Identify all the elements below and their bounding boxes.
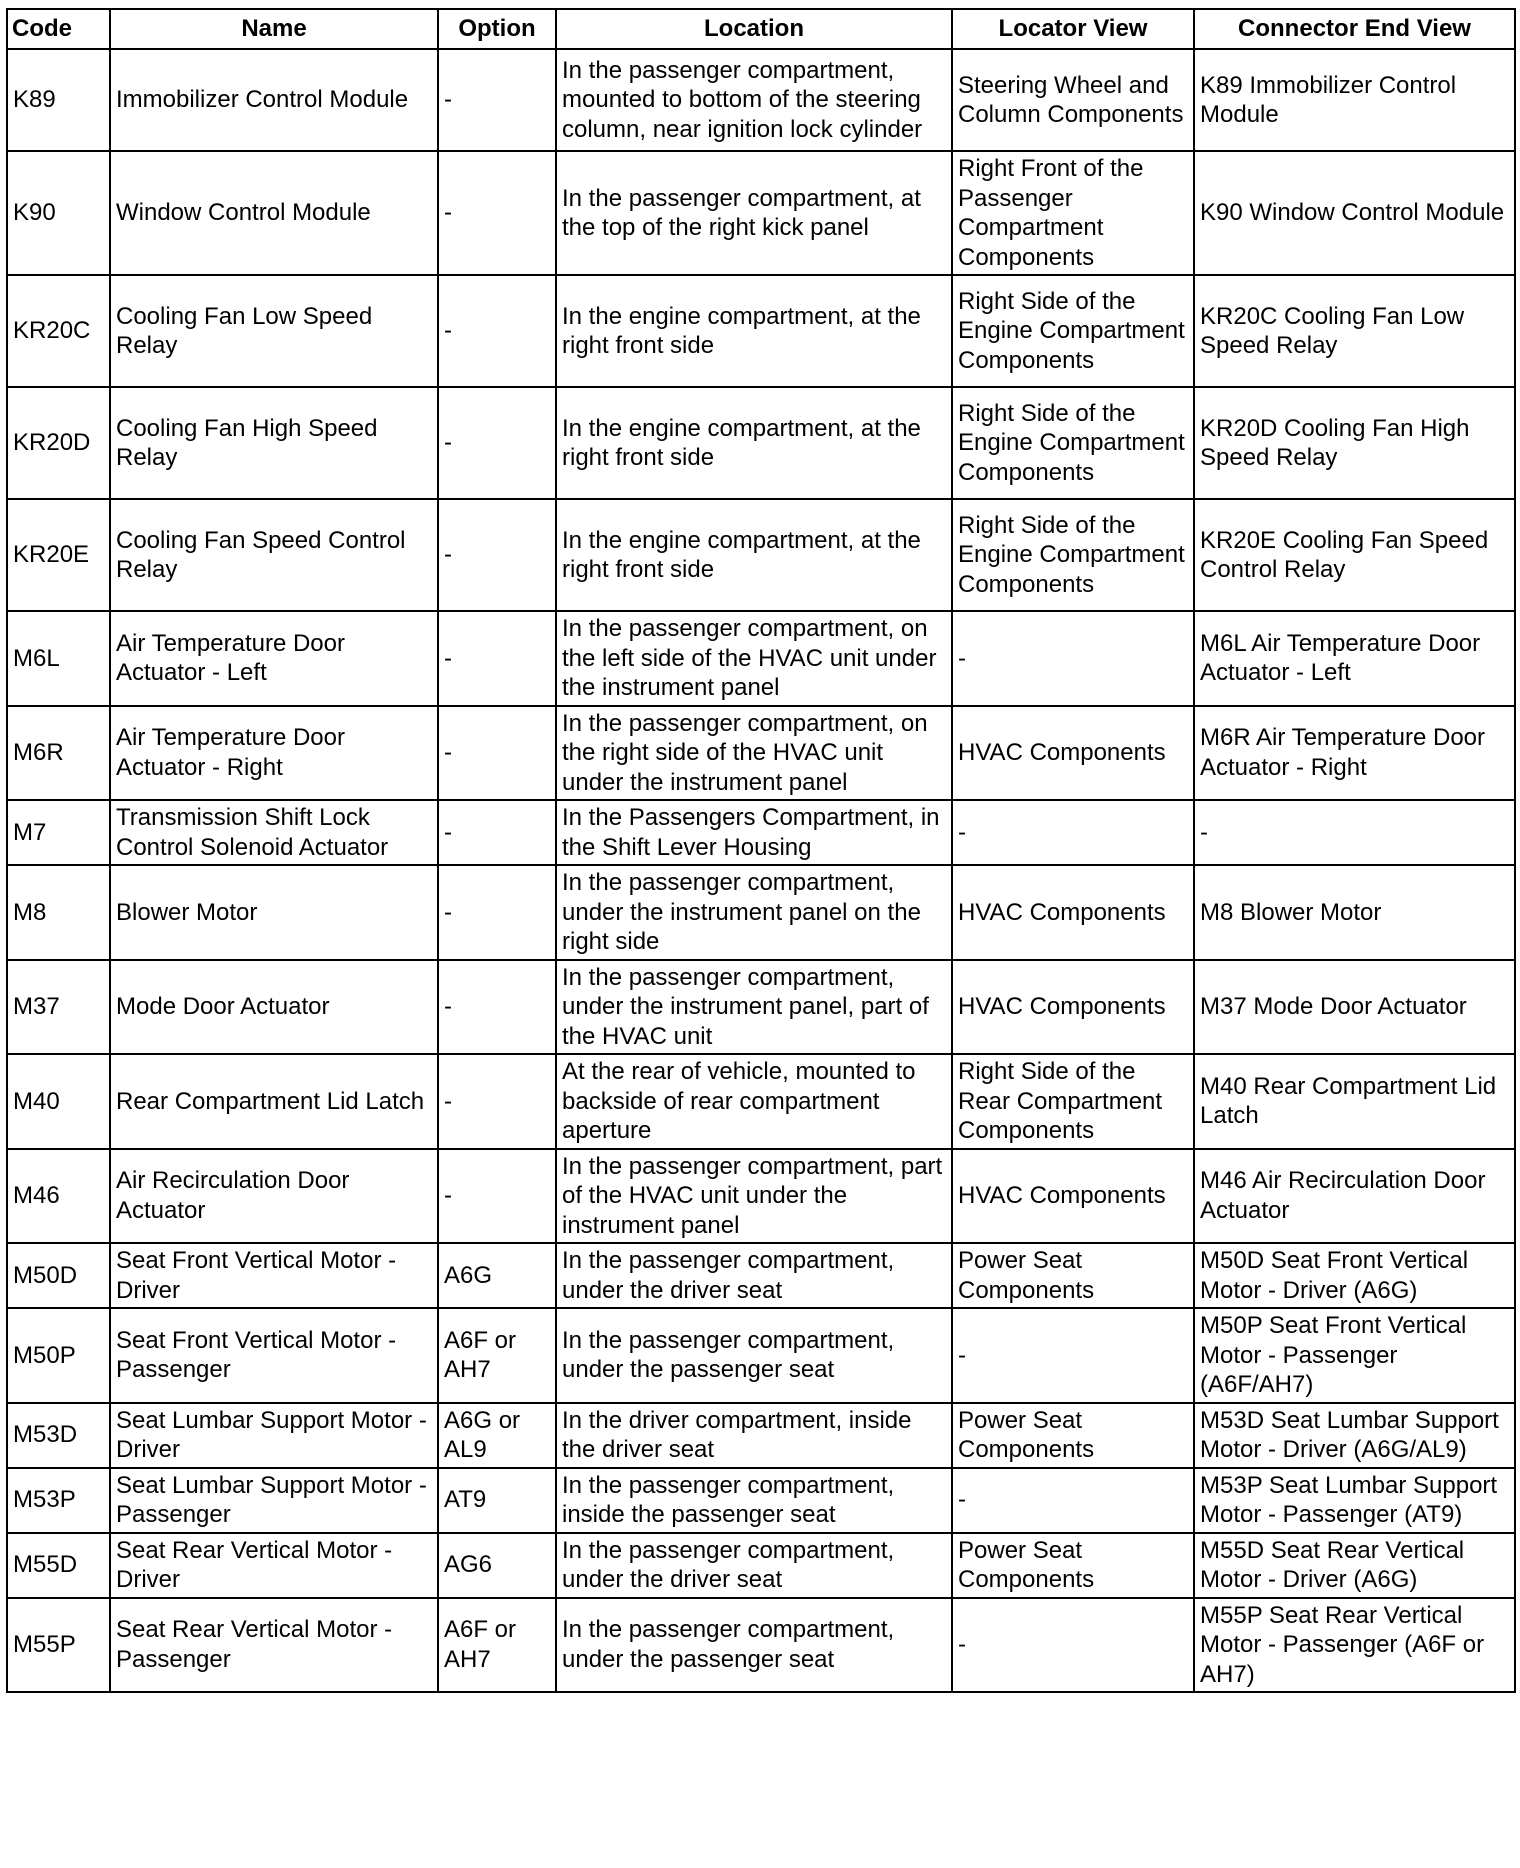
- cell-option: -: [438, 800, 556, 865]
- table-row: [7, 960, 1515, 1055]
- cell-code: M50D: [7, 1243, 110, 1308]
- cell-option: -: [438, 275, 556, 387]
- cell-connector-end-view: M50P Seat Front Vertical Motor - Passenger (A6F/AH7): [1194, 1308, 1515, 1403]
- table-row: [7, 865, 1515, 960]
- cell-name: Rear Compartment Lid Latch: [110, 1054, 438, 1149]
- cell-name: Seat Front Vertical Motor - Passenger: [110, 1308, 438, 1403]
- cell-connector-end-view: KR20C Cooling Fan Low Speed Relay: [1194, 275, 1515, 387]
- cell-name: Air Temperature Door Actuator - Right: [110, 706, 438, 801]
- cell-location: In the engine compartment, at the right front side: [556, 499, 952, 611]
- cell-locator-view: -: [952, 1468, 1194, 1533]
- cell-locator-view: Power Seat Components: [952, 1403, 1194, 1468]
- cell-option: -: [438, 1054, 556, 1149]
- cell-connector-end-view: M6L Air Temperature Door Actuator - Left: [1194, 611, 1515, 706]
- cell-option: AG6: [438, 1533, 556, 1598]
- cell-location: In the passenger compartment, on the left side of the HVAC unit under the instrument panel: [556, 611, 952, 706]
- cell-location: In the passenger compartment, under the driver seat: [556, 1533, 952, 1598]
- cell-connector-end-view: KR20D Cooling Fan High Speed Relay: [1194, 387, 1515, 499]
- cell-option: AT9: [438, 1468, 556, 1533]
- column-header-option: Option: [438, 9, 556, 49]
- column-header-location: Location: [556, 9, 952, 49]
- cell-connector-end-view: M50D Seat Front Vertical Motor - Driver (A6G): [1194, 1243, 1515, 1308]
- cell-locator-view: HVAC Components: [952, 960, 1194, 1055]
- cell-code: M55P: [7, 1598, 110, 1693]
- cell-location: In the passenger compartment, mounted to bottom of the steering column, near ignition lock cylinder: [556, 49, 952, 151]
- cell-location: In the passenger compartment, under the passenger seat: [556, 1308, 952, 1403]
- column-header-connector-end-view: Connector End View: [1194, 9, 1515, 49]
- cell-locator-view: Right Side of the Rear Compartment Components: [952, 1054, 1194, 1149]
- cell-name: Seat Rear Vertical Motor - Driver: [110, 1533, 438, 1598]
- cell-name: Cooling Fan Speed Control Relay: [110, 499, 438, 611]
- cell-locator-view: Right Side of the Engine Compartment Components: [952, 275, 1194, 387]
- cell-option: A6F or AH7: [438, 1598, 556, 1693]
- cell-locator-view: -: [952, 611, 1194, 706]
- cell-code: M46: [7, 1149, 110, 1244]
- cell-code: K89: [7, 49, 110, 151]
- cell-connector-end-view: M55D Seat Rear Vertical Motor - Driver (A6G): [1194, 1533, 1515, 1598]
- cell-option: -: [438, 865, 556, 960]
- cell-location: In the passenger compartment, under the instrument panel, part of the HVAC unit: [556, 960, 952, 1055]
- cell-location: In the engine compartment, at the right front side: [556, 387, 952, 499]
- cell-location: In the passenger compartment, at the top of the right kick panel: [556, 151, 952, 275]
- cell-connector-end-view: K89 Immobilizer Control Module: [1194, 49, 1515, 151]
- table-row: [7, 1243, 1515, 1308]
- cell-connector-end-view: M53P Seat Lumbar Support Motor - Passenger (AT9): [1194, 1468, 1515, 1533]
- header-row: [7, 9, 1515, 49]
- cell-code: M6L: [7, 611, 110, 706]
- cell-locator-view: Power Seat Components: [952, 1243, 1194, 1308]
- cell-location: In the passenger compartment, under the passenger seat: [556, 1598, 952, 1693]
- table-row: [7, 499, 1515, 611]
- cell-locator-view: -: [952, 800, 1194, 865]
- cell-code: M55D: [7, 1533, 110, 1598]
- column-header-name: Name: [110, 9, 438, 49]
- cell-option: -: [438, 499, 556, 611]
- cell-locator-view: HVAC Components: [952, 1149, 1194, 1244]
- cell-option: -: [438, 387, 556, 499]
- cell-code: M53D: [7, 1403, 110, 1468]
- cell-location: In the passenger compartment, under the instrument panel on the right side: [556, 865, 952, 960]
- cell-code: M6R: [7, 706, 110, 801]
- cell-locator-view: -: [952, 1598, 1194, 1693]
- cell-code: M50P: [7, 1308, 110, 1403]
- cell-location: In the passenger compartment, on the right side of the HVAC unit under the instrument panel: [556, 706, 952, 801]
- table-row: [7, 1149, 1515, 1244]
- cell-location: In the passenger compartment, under the driver seat: [556, 1243, 952, 1308]
- cell-code: M7: [7, 800, 110, 865]
- cell-location: In the Passengers Compartment, in the Shift Lever Housing: [556, 800, 952, 865]
- cell-name: Seat Lumbar Support Motor - Passenger: [110, 1468, 438, 1533]
- cell-name: Air Recirculation Door Actuator: [110, 1149, 438, 1244]
- table-row: [7, 706, 1515, 801]
- cell-location: In the passenger compartment, inside the passenger seat: [556, 1468, 952, 1533]
- cell-connector-end-view: M46 Air Recirculation Door Actuator: [1194, 1149, 1515, 1244]
- table-row: [7, 387, 1515, 499]
- cell-name: Mode Door Actuator: [110, 960, 438, 1055]
- column-header-locator-view: Locator View: [952, 9, 1194, 49]
- cell-code: M40: [7, 1054, 110, 1149]
- cell-code: KR20D: [7, 387, 110, 499]
- cell-location: In the driver compartment, inside the driver seat: [556, 1403, 952, 1468]
- cell-name: Transmission Shift Lock Control Solenoid Actuator: [110, 800, 438, 865]
- cell-option: A6F or AH7: [438, 1308, 556, 1403]
- cell-locator-view: Power Seat Components: [952, 1533, 1194, 1598]
- cell-name: Air Temperature Door Actuator - Left: [110, 611, 438, 706]
- cell-location: In the passenger compartment, part of the HVAC unit under the instrument panel: [556, 1149, 952, 1244]
- cell-connector-end-view: KR20E Cooling Fan Speed Control Relay: [1194, 499, 1515, 611]
- cell-connector-end-view: M40 Rear Compartment Lid Latch: [1194, 1054, 1515, 1149]
- table-row: [7, 49, 1515, 151]
- cell-location: In the engine compartment, at the right front side: [556, 275, 952, 387]
- cell-location: At the rear of vehicle, mounted to backside of rear compartment aperture: [556, 1054, 952, 1149]
- table-body: [7, 49, 1515, 1692]
- cell-code: KR20C: [7, 275, 110, 387]
- table-row: [7, 800, 1515, 865]
- cell-locator-view: HVAC Components: [952, 706, 1194, 801]
- table-row: [7, 611, 1515, 706]
- table-row: [7, 1054, 1515, 1149]
- cell-name: Blower Motor: [110, 865, 438, 960]
- cell-locator-view: Right Side of the Engine Compartment Components: [952, 499, 1194, 611]
- cell-connector-end-view: -: [1194, 800, 1515, 865]
- cell-code: KR20E: [7, 499, 110, 611]
- cell-name: Window Control Module: [110, 151, 438, 275]
- cell-option: -: [438, 960, 556, 1055]
- cell-name: Seat Front Vertical Motor - Driver: [110, 1243, 438, 1308]
- cell-option: -: [438, 706, 556, 801]
- table-row: [7, 1598, 1515, 1693]
- table-row: [7, 1403, 1515, 1468]
- cell-connector-end-view: M8 Blower Motor: [1194, 865, 1515, 960]
- cell-option: A6G or AL9: [438, 1403, 556, 1468]
- cell-locator-view: HVAC Components: [952, 865, 1194, 960]
- cell-locator-view: Right Front of the Passenger Compartment Components: [952, 151, 1194, 275]
- cell-name: Cooling Fan Low Speed Relay: [110, 275, 438, 387]
- table-row: [7, 275, 1515, 387]
- cell-option: -: [438, 151, 556, 275]
- cell-name: Seat Rear Vertical Motor - Passenger: [110, 1598, 438, 1693]
- cell-locator-view: Steering Wheel and Column Components: [952, 49, 1194, 151]
- component-table-container: [6, 8, 1516, 1693]
- cell-connector-end-view: M53D Seat Lumbar Support Motor - Driver (A6G/AL9): [1194, 1403, 1515, 1468]
- cell-option: -: [438, 1149, 556, 1244]
- cell-connector-end-view: K90 Window Control Module: [1194, 151, 1515, 275]
- cell-code: M53P: [7, 1468, 110, 1533]
- table-row: [7, 151, 1515, 275]
- table-row: [7, 1468, 1515, 1533]
- cell-name: Cooling Fan High Speed Relay: [110, 387, 438, 499]
- column-header-code: Code: [7, 9, 110, 49]
- cell-code: M8: [7, 865, 110, 960]
- cell-code: M37: [7, 960, 110, 1055]
- cell-connector-end-view: M37 Mode Door Actuator: [1194, 960, 1515, 1055]
- cell-name: Immobilizer Control Module: [110, 49, 438, 151]
- cell-locator-view: Right Side of the Engine Compartment Components: [952, 387, 1194, 499]
- cell-connector-end-view: M6R Air Temperature Door Actuator - Right: [1194, 706, 1515, 801]
- cell-name: Seat Lumbar Support Motor - Driver: [110, 1403, 438, 1468]
- cell-locator-view: -: [952, 1308, 1194, 1403]
- cell-code: K90: [7, 151, 110, 275]
- cell-connector-end-view: M55P Seat Rear Vertical Motor - Passenger (A6F or AH7): [1194, 1598, 1515, 1693]
- cell-option: A6G: [438, 1243, 556, 1308]
- component-locator-table: [6, 8, 1516, 1693]
- table-row: [7, 1308, 1515, 1403]
- cell-option: -: [438, 49, 556, 151]
- cell-option: -: [438, 611, 556, 706]
- table-row: [7, 1533, 1515, 1598]
